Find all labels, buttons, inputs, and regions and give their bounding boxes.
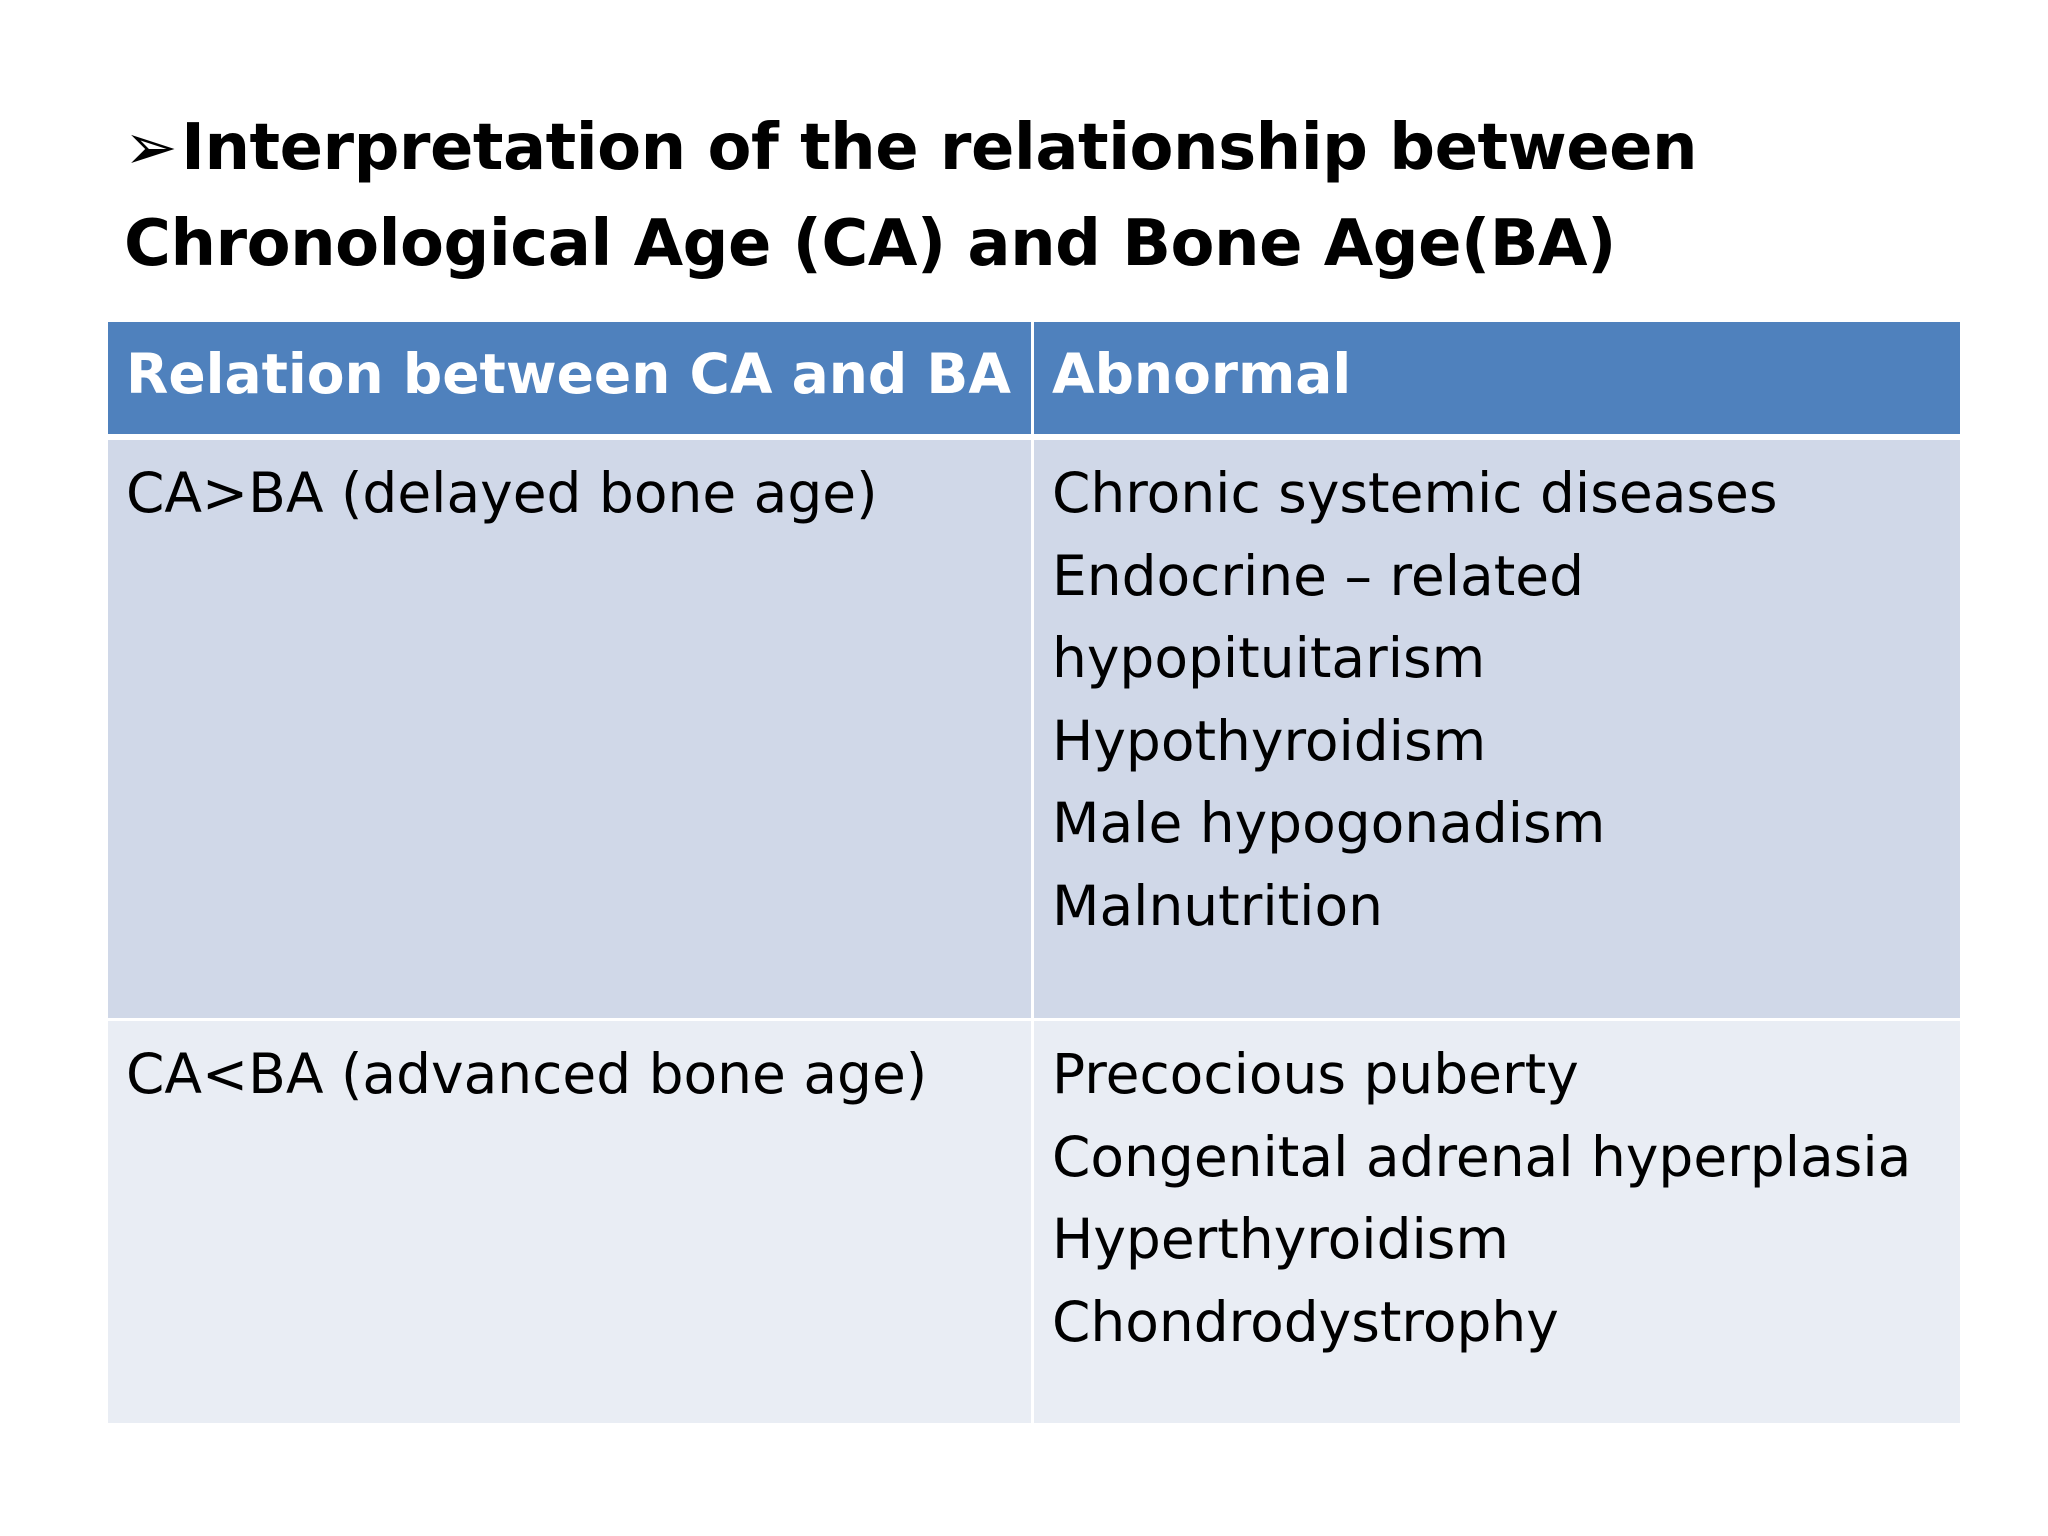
slide-title: [124, 100, 1944, 292]
title-line-1-text: Interpretation of the relationship between: [181, 111, 1698, 185]
list-item: Precocious puberty: [1052, 1042, 1579, 1106]
list-item: Hyperthyroidism: [1052, 1207, 1509, 1271]
arrow-bullet-icon: ➢: [124, 111, 178, 185]
list-item: Chronic systemic diseases: [1052, 461, 1778, 525]
table-row: [107, 1020, 1962, 1424]
list-item: Chondrodystrophy: [1052, 1289, 1559, 1354]
list-item: Hypothyroidism: [1052, 708, 1487, 773]
header-abnormal: Abnormal: [1033, 322, 1962, 437]
title-line-1: [124, 100, 1944, 196]
list-item: hypopituitarism: [1052, 626, 1486, 690]
list-item: Endocrine – related: [1052, 543, 1585, 608]
cell-relation-advanced: [107, 1020, 1033, 1424]
list-item: Malnutrition: [1052, 873, 1383, 938]
cell-relation-delayed: [107, 437, 1033, 1020]
list-item: Male hypogonadism: [1052, 791, 1606, 855]
cell-abnormal-advanced: [1033, 1020, 1962, 1424]
relationship-table-container: [105, 322, 1960, 1423]
cell-abnormal-delayed: [1033, 437, 1962, 1020]
table-header-row: [107, 322, 1962, 437]
title-line-2: Chronological Age (CA) and Bone Age(BA): [124, 207, 1616, 281]
list-item: Congenital adrenal hyperplasia: [1052, 1124, 1912, 1189]
header-relation: Relation between CA and BA: [107, 322, 1033, 437]
relation-text: CA<BA (advanced bone age): [126, 1042, 928, 1106]
relationship-table: [105, 322, 1963, 1423]
relation-text: CA>BA (delayed bone age): [126, 461, 878, 525]
table-row: [107, 437, 1962, 1020]
